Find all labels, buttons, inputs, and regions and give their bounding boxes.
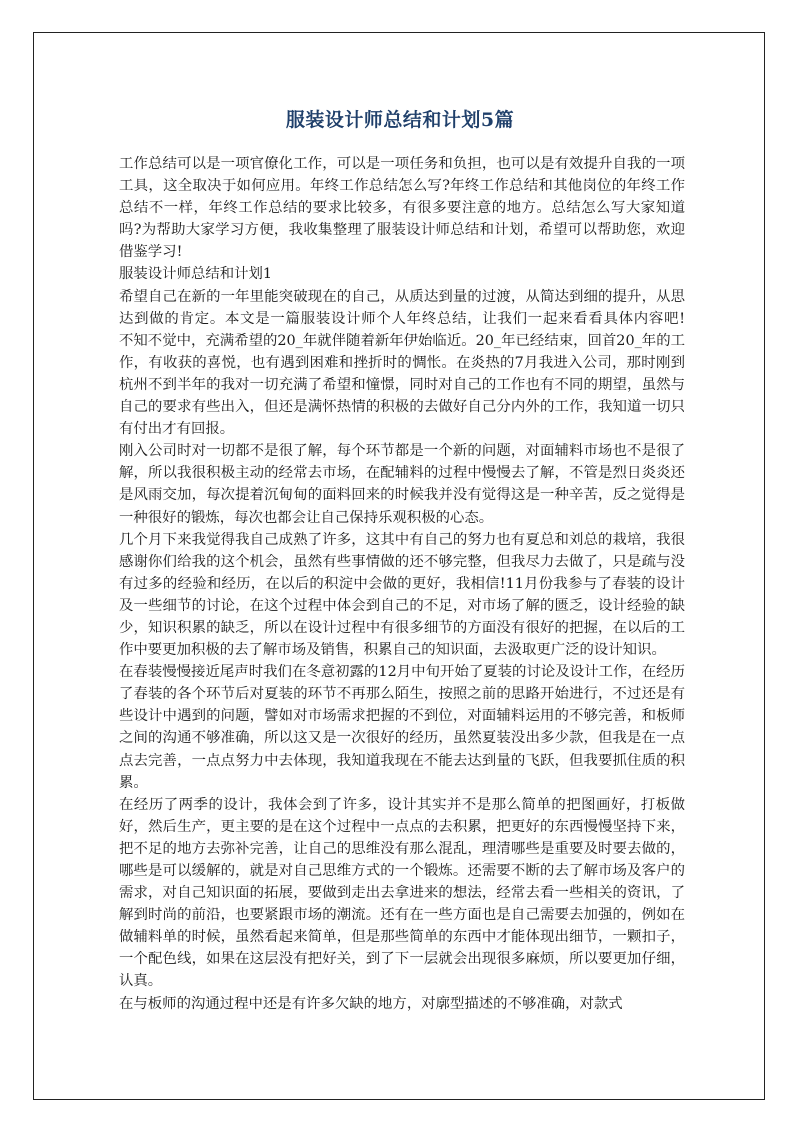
body-paragraph: 刚入公司时对一切都不是很了解，每个环节都是一个新的问题，对面辅料市场也不是很了解，所以我很积极主动的经常去市场，在配辅料的过程中慢慢去了解，不管是烈日炎炎还是风雨交加，每次提着沉甸甸的面料回来的时候我并没有觉得这是一种辛苦，反之觉得是一种很好的锻炼，每次也都会让自己保持乐观积极的心态。 (119, 443, 685, 526)
body-paragraph: 在经历了两季的设计，我体会到了许多，设计其实并不是那么简单的把图画好，打板做好，然后生产，更主要的是在这个过程中一点点的去积累，把更好的东西慢慢坚持下来，把不足的地方去弥补完善，让自己的思维没有那么混乱，理清哪些是重要及时要去做的，哪些是可以缓解的，就是对自己思维方式的一个锻炼。还需要不断的去了解市场及客户的需求，对自己知识面的拓展，要做到走出去拿进来的想法，经常去看一些相关的资讯，了解到时尚的前沿，也要紧跟市场的潮流。还有在一些方面也是自己需要去加强的，例如在做辅料单的时候，虽然看起来简单，但是那些简单的东西中才能体现出细节，一颗扣子，一个配色线，如果在这层没有把好关，到了下一层就会出现很多麻烦，所以要更加仔细，认真。 (119, 796, 685, 990)
body-paragraph: 几个月下来我觉得我自己成熟了许多，这其中有自己的努力也有夏总和刘总的栽培，我很感谢你们给我的这个机会，虽然有些事情做的还不够完整，但我尽力去做了，只是疏与没有过多的经验和经历，在以后的积淀中会做的更好，我相信!11月份我参与了春装的设计及一些细节的讨论，在这个过程中体会到自己的不足，对市场了解的匮乏，设计经验的缺少，知识积累的缺乏，所以在设计过程中有很多细节的方面没有很好的把握，在以后的工作中要更加积极的去了解市场及销售，积累自己的知识面，去汲取更广泛的设计知识。 (119, 531, 685, 659)
body-paragraph: 在春装慢慢接近尾声时我们在冬意初露的12月中旬开始了夏装的讨论及设计工作，在经历了春装的各个环节后对夏装的环节不再那么陌生，按照之前的思路开始进行，不过还是有些设计中遇到的问题，譬如对市场需求把握的不到位，对面辅料运用的不够完善，和板师之间的沟通不够准确，所以这又是一次很好的经历，虽然夏装没出多少款，但我是在一点点去完善，一点点努力中去体现，我知道我现在不能去达到量的飞跃，但我要抓住质的积累。 (119, 664, 685, 791)
body-paragraph: 在与板师的沟通过程中还是有许多欠缺的地方，对廓型描述的不够准确，对款式 (119, 995, 623, 1012)
intro-paragraph: 工作总结可以是一项官僚化工作，可以是一项任务和负担，也可以是有效提升自我的一项工具，这全取决于如何应用。年终工作总结怎么写?年终工作总结和其他岗位的年终工作总结不一样，年终工作总结的要求比较多，有很多要注意的地方。总结怎么写大家知道吗?为帮助大家学习方便，我收集整理了服装设计师总结和计划，希望可以帮助您，欢迎借鉴学习! (119, 156, 685, 261)
section-heading: 服装设计师总结和计划1 (119, 266, 273, 283)
body-paragraph: 希望自己在新的一年里能突破现在的自己，从质达到量的过渡，从简达到细的提升，从思达到做的肯定。本文是一篇服装设计师个人年终总结，让我们一起来看看具体内容吧! 不知不觉中，充满希望的20_年就伴随着新年伊始临近。20_年已经结束，回首20_年的工作，有收获的喜悦，也有遇到困难和挫折时的惆怅。在炎热的7月我进入公司，那时刚到杭州不到半年的我对一切充满了希望和憧憬，同时对自己的工作也有不同的期望，虽然与自己的要求有些出入，但还是满怀热情的积极的去做好自己分内外的工作，我知道一切只有付出才有回报。 (119, 288, 714, 438)
document-title: 服装设计师总结和计划5篇 (285, 109, 515, 131)
document-body (119, 153, 714, 1015)
